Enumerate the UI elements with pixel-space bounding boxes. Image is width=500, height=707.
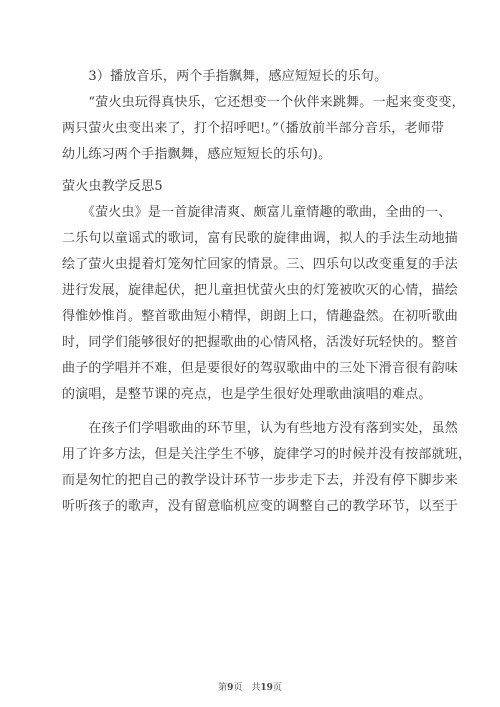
text-line: “萤火虫玩得真快乐，它还想变一个伙伴来跳舞。一起来变变变， — [62, 95, 465, 110]
footer-middle: 页 共 — [233, 683, 261, 693]
text-line: 进行发展，旋律起伏，把儿童担忧萤火虫的灯笼被吹灭的心情，描绘 — [62, 283, 459, 298]
text-line: 3）播放音乐，两个手指飘舞，感应短短长的乐句。 — [62, 69, 388, 84]
page-footer — [0, 680, 500, 693]
text-line: 《萤火虫》是一首旋律清爽、颇富儿童情趣的歌曲，全曲的一、 — [62, 205, 452, 220]
text-line: 得惟妙惟肖。整首歌曲短小精悍，朗朗上口，情趣盎然。在初听歌曲 — [62, 309, 459, 324]
text-line: 两只萤火虫变出来了，打个招呼吧!。”（播放前半部分音乐，老师带 — [62, 121, 445, 136]
footer-suffix: 页 — [272, 683, 282, 693]
paragraph-reflection — [62, 416, 472, 520]
text-line: 时，同学们能够很好的把握歌曲的心情风格，活泼好玩轻快的。整首 — [62, 335, 459, 350]
paragraph-activity — [62, 64, 465, 168]
text-line: 在孩子们学唱歌曲的环节里，认为有些地方没有落到实处，虽然 — [62, 421, 459, 436]
text-line: 用了许多方法，但是关注学生不够，旋律学习的时候并没有按部就班， — [62, 447, 472, 462]
text-line: 绘了萤火虫提着灯笼匆忙回家的情景。三、四乐句以改变重复的手法 — [62, 257, 459, 272]
document-body — [62, 64, 472, 520]
footer-prefix: 第 — [218, 683, 228, 693]
paragraph-song-intro — [62, 200, 459, 408]
current-page-number: 9 — [227, 683, 234, 693]
text-line: 而是匆忙的把自己的教学设计环节一步步走下去，并没有停下脚步来 — [62, 473, 459, 488]
text-line: 二乐句以童谣式的歌词，富有民歌的旋律曲调，拟人的手法生动地描 — [62, 231, 459, 246]
total-page-count: 19 — [260, 683, 273, 693]
text-line: 听听孩子的歌声，没有留意临机应变的调整自己的教学环节，以至于 — [62, 499, 459, 514]
text-line: 曲子的学唱并不难，但是要很好的驾驭歌曲中的三处下滑音很有韵味 — [62, 361, 459, 376]
section-heading: 萤火虫教学反思5 — [62, 179, 163, 194]
text-line: 的演唱，是整节课的亮点，也是学生很好处理歌曲演唱的难点。 — [62, 387, 432, 402]
text-line: 幼儿练习两个手指飘舞，感应短短长的乐句)。 — [62, 147, 332, 162]
